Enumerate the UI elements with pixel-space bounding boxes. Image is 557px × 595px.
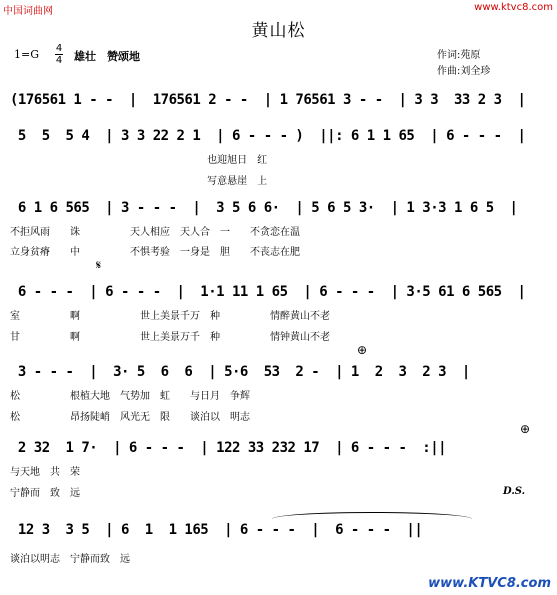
site-logo: www.KTVC8.com [428,576,551,591]
meter-bottom: 4 [55,55,63,66]
lyric-system-5-verse-1: 松 根植大地 气势加 虹 与日月 争辉 [10,391,250,402]
notes-system-6: 2 32 1 7· | 6 - - - | 122 33 232 17 | 6 - - - :|| [10,440,447,456]
tie-arc [272,512,472,519]
staff-system-7 [10,520,530,540]
notes-system-4: 6 - - - | 6 - - - | 1·1 11 1 65 | 6 - - - | 3·5 61 6 565 | [10,284,526,300]
staff-system-2 [10,126,530,146]
staff-system-6 [10,438,530,458]
time-signature [54,43,64,66]
key-signature: 1=G [14,48,40,61]
lyric-system-2-verse-2: 写意悬崖 上 [10,176,268,187]
meter-top: 4 [55,43,63,54]
watermark-site-url: www.ktvc8.com [474,2,553,13]
lyric-system-2-verse-1: 也迎旭日 红 [10,155,268,166]
staff-system-4 [10,282,530,302]
coda-icon: ⊕ [357,343,368,357]
tempo-marking: 雄壮 赞颂地 [74,50,140,63]
lyric-system-7-verse-1: 谈泊以明志 宁静而致 远 [10,554,130,565]
staff-system-5 [10,362,530,382]
coda-icon-end: ⊕ [520,422,531,436]
lyric-system-6-verse-2: 宁静而 致 远 [10,488,80,499]
notes-system-7: 12 3 3 5 | 6 1 1 165 | 6 - - - | 6 - - - || [10,522,423,538]
lyric-system-3-verse-1: 不拒风雨 诛 天人相应 天人合 一 不贪恋在温 [10,227,300,238]
lyric-system-6-verse-1: 与天地 共 荣 [10,467,80,478]
song-title: 黄山松 [251,21,306,41]
composer-credit: 作曲:刘全珍 [437,66,491,77]
dal-segno-mark: D.S. [503,486,526,497]
notes-system-5: 3 - - - | 3· 5 6 6 | 5·6 53 2 - | 1 2 3 2 3 | [10,364,470,380]
lyric-system-4-verse-2: 甘 啊 世上美景万千 种 情钟黄山不老 [10,332,330,343]
lyric-system-4-verse-1: 室 啊 世上美景千万 种 情醉黄山不老 [10,311,330,322]
notes-system-3: 6 1 6 565 | 3 - - - | 3 5 6 6· | 5 6 5 3· | 1 3·3 1 6 5 | [10,200,518,216]
lyric-system-5-verse-2: 松 昂扬陡峭 风光无 限 谈泊以 明志 [10,412,250,423]
segno-icon: 𝄋 [96,258,102,272]
staff-system-1 [10,90,530,110]
lyric-system-3-verse-2: 立身贫瘠 中 不惧考验 一身是 胆 不丧志在肥 [10,247,300,258]
notes-system-2: 5 5 5 4 | 3 3 22 2 1 | 6 - - - ) ||: 6 1 1 65 | 6 - - - | [10,128,526,144]
staff-system-3 [10,198,530,218]
lyricist-credit: 作词:苑原 [437,50,481,61]
watermark-site-cn: 中国词曲网 [3,6,53,17]
notes-system-1: (176561 1 - - | 176561 2 - - | 1 76561 3 - - | 3 3 33 2 3 | [10,92,526,108]
